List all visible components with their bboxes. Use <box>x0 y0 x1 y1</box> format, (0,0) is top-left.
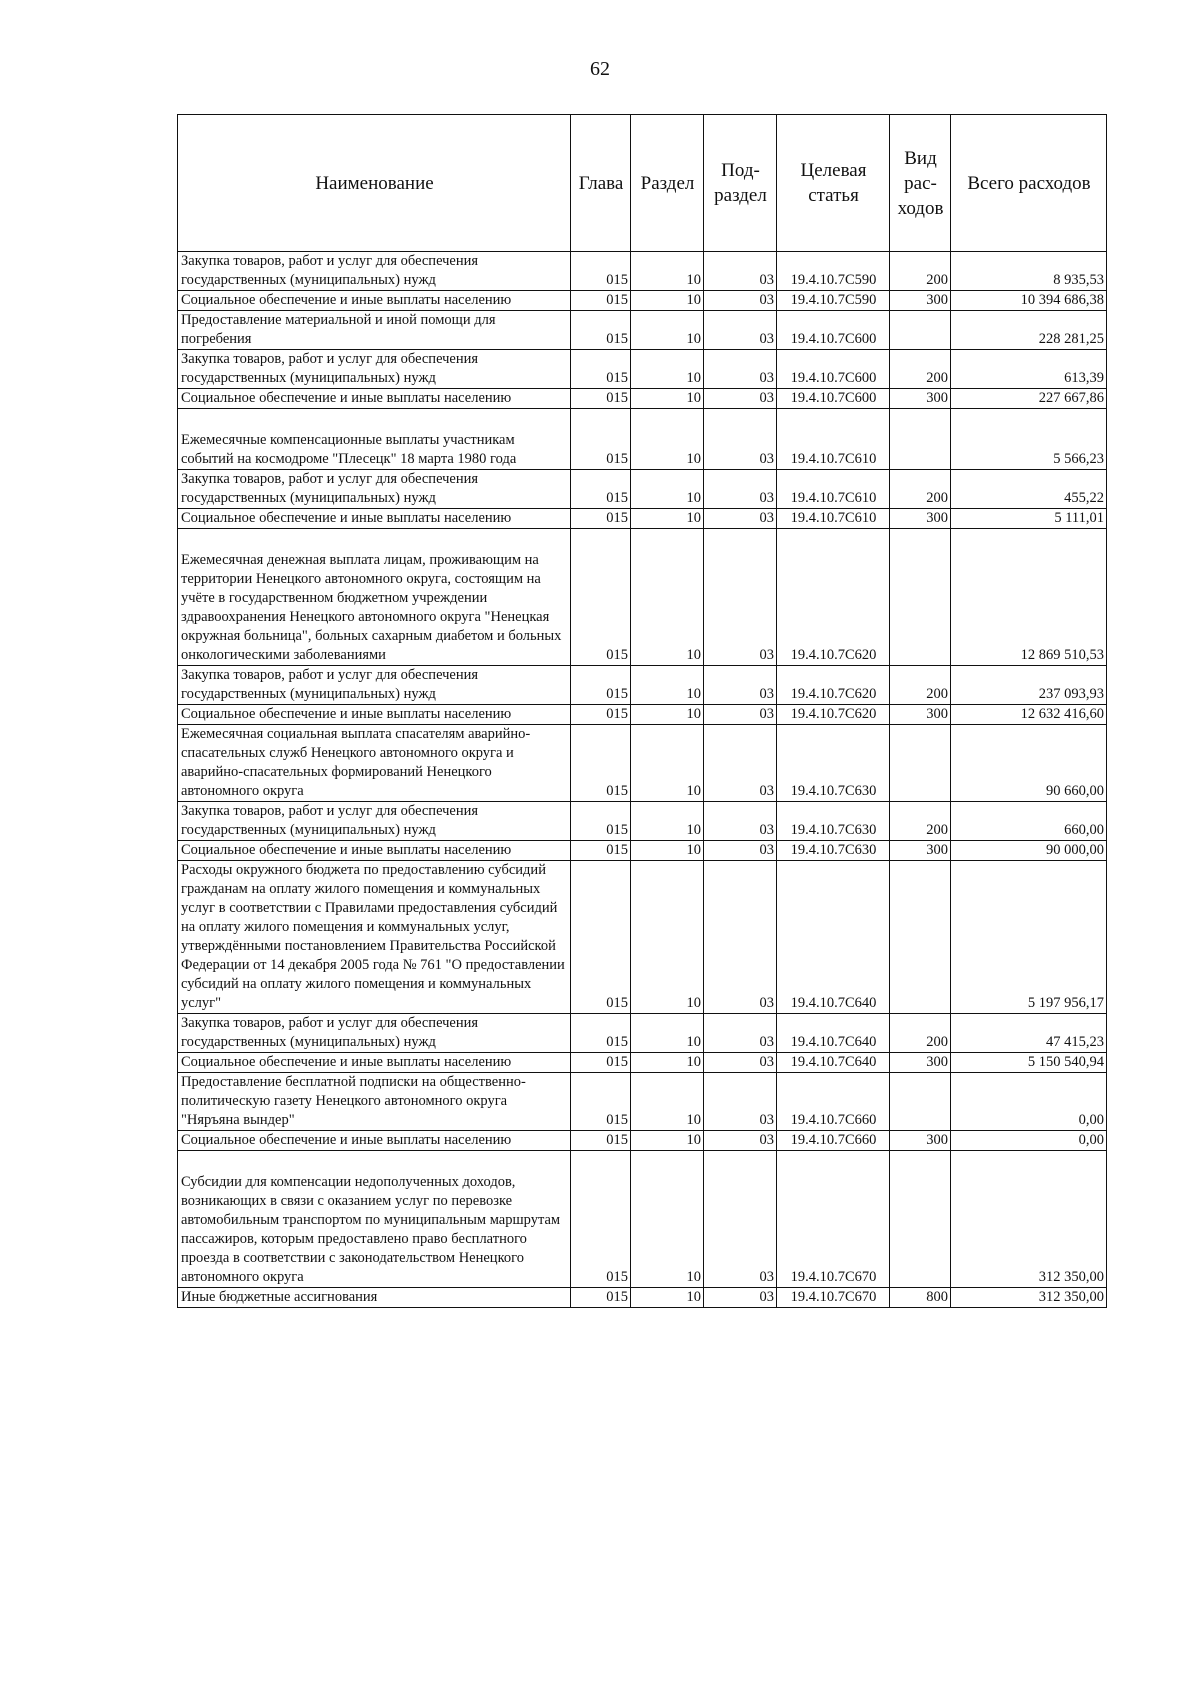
row-total: 227 667,86 <box>951 389 1107 409</box>
row-total: 312 350,00 <box>951 1288 1107 1308</box>
page-number: 62 <box>590 58 610 80</box>
row-celevaya-statya: 19.4.10.7С610 <box>777 409 890 470</box>
row-razdel: 10 <box>631 1131 704 1151</box>
row-glava: 015 <box>571 350 631 389</box>
row-razdel: 10 <box>631 802 704 841</box>
row-razdel: 10 <box>631 291 704 311</box>
row-celevaya-statya: 19.4.10.7С600 <box>777 350 890 389</box>
row-total: 455,22 <box>951 470 1107 509</box>
row-total: 90 660,00 <box>951 725 1107 802</box>
row-razdel: 10 <box>631 1014 704 1053</box>
row-glava: 015 <box>571 1131 631 1151</box>
row-name: Закупка товаров, работ и услуг для обеспечения государственных (муниципальных) нужд <box>178 470 571 509</box>
row-vid-rashodov: 300 <box>890 841 951 861</box>
header-podrazdel: Под- раздел <box>704 115 777 252</box>
row-celevaya-statya: 19.4.10.7С620 <box>777 666 890 705</box>
row-podrazdel: 03 <box>704 1053 777 1073</box>
row-glava: 015 <box>571 861 631 1014</box>
row-vid-rashodov <box>890 861 951 1014</box>
row-vid-rashodov <box>890 311 951 350</box>
table-header-row <box>178 115 1107 252</box>
row-vid-rashodov: 200 <box>890 666 951 705</box>
row-celevaya-statya: 19.4.10.7С640 <box>777 1014 890 1053</box>
row-glava: 015 <box>571 725 631 802</box>
row-razdel: 10 <box>631 1053 704 1073</box>
table-row <box>178 841 1107 861</box>
row-glava: 015 <box>571 1288 631 1308</box>
row-name: Социальное обеспечение и иные выплаты населению <box>178 1131 571 1151</box>
row-celevaya-statya: 19.4.10.7С640 <box>777 861 890 1014</box>
row-podrazdel: 03 <box>704 725 777 802</box>
row-total: 0,00 <box>951 1073 1107 1131</box>
row-glava: 015 <box>571 311 631 350</box>
row-vid-rashodov: 200 <box>890 1014 951 1053</box>
row-total: 237 093,93 <box>951 666 1107 705</box>
row-glava: 015 <box>571 291 631 311</box>
row-glava: 015 <box>571 705 631 725</box>
row-razdel: 10 <box>631 311 704 350</box>
row-glava: 015 <box>571 666 631 705</box>
row-celevaya-statya: 19.4.10.7С630 <box>777 841 890 861</box>
row-razdel: 10 <box>631 389 704 409</box>
row-razdel: 10 <box>631 350 704 389</box>
header-total: Всего расходов <box>951 115 1107 252</box>
row-name: Социальное обеспечение и иные выплаты населению <box>178 291 571 311</box>
row-name: Предоставление бесплатной подписки на общественно-политическую газету Ненецкого автономного округа "Няръяна вындер" <box>178 1073 571 1131</box>
budget-table <box>177 114 1107 1308</box>
table-row <box>178 470 1107 509</box>
row-podrazdel: 03 <box>704 470 777 509</box>
row-celevaya-statya: 19.4.10.7С660 <box>777 1131 890 1151</box>
row-razdel: 10 <box>631 409 704 470</box>
row-name: Закупка товаров, работ и услуг для обеспечения государственных (муниципальных) нужд <box>178 1014 571 1053</box>
row-razdel: 10 <box>631 529 704 666</box>
table-row <box>178 1131 1107 1151</box>
row-razdel: 10 <box>631 1073 704 1131</box>
row-name: Ежемесячная социальная выплата спасателям аварийно-спасательных служб Ненецкого автономного округа и аварийно-спасательных формирований Ненецкого автономного округа <box>178 725 571 802</box>
table-row <box>178 350 1107 389</box>
row-vid-rashodov <box>890 1151 951 1288</box>
row-total: 660,00 <box>951 802 1107 841</box>
row-podrazdel: 03 <box>704 705 777 725</box>
row-glava: 015 <box>571 1151 631 1288</box>
header-vid-rashodov: Вид рас- ходов <box>890 115 951 252</box>
row-vid-rashodov: 200 <box>890 252 951 291</box>
row-podrazdel: 03 <box>704 1014 777 1053</box>
table-row <box>178 666 1107 705</box>
row-vid-rashodov: 300 <box>890 705 951 725</box>
row-vid-rashodov: 200 <box>890 350 951 389</box>
row-razdel: 10 <box>631 861 704 1014</box>
row-name: Закупка товаров, работ и услуг для обеспечения государственных (муниципальных) нужд <box>178 666 571 705</box>
row-razdel: 10 <box>631 1288 704 1308</box>
row-podrazdel: 03 <box>704 1151 777 1288</box>
row-glava: 015 <box>571 1073 631 1131</box>
row-glava: 015 <box>571 841 631 861</box>
row-glava: 015 <box>571 1014 631 1053</box>
row-name: Ежемесячные компенсационные выплаты участникам событий на космодроме "Плесецк" 18 марта 1980 года <box>178 409 571 470</box>
row-vid-rashodov: 200 <box>890 802 951 841</box>
row-vid-rashodov: 300 <box>890 1131 951 1151</box>
row-podrazdel: 03 <box>704 529 777 666</box>
row-total: 12 632 416,60 <box>951 705 1107 725</box>
row-celevaya-statya: 19.4.10.7С620 <box>777 705 890 725</box>
table-row <box>178 861 1107 1014</box>
row-celevaya-statya: 19.4.10.7С660 <box>777 1073 890 1131</box>
row-vid-rashodov <box>890 725 951 802</box>
row-name: Социальное обеспечение и иные выплаты населению <box>178 389 571 409</box>
row-glava: 015 <box>571 409 631 470</box>
row-name: Предоставление материальной и иной помощи для погребения <box>178 311 571 350</box>
row-razdel: 10 <box>631 666 704 705</box>
row-glava: 015 <box>571 389 631 409</box>
row-podrazdel: 03 <box>704 389 777 409</box>
row-celevaya-statya: 19.4.10.7С670 <box>777 1151 890 1288</box>
row-podrazdel: 03 <box>704 252 777 291</box>
row-name: Социальное обеспечение и иные выплаты населению <box>178 1053 571 1073</box>
table-row <box>178 409 1107 470</box>
row-total: 90 000,00 <box>951 841 1107 861</box>
row-vid-rashodov: 800 <box>890 1288 951 1308</box>
row-celevaya-statya: 19.4.10.7С670 <box>777 1288 890 1308</box>
row-name: Социальное обеспечение и иные выплаты населению <box>178 841 571 861</box>
row-podrazdel: 03 <box>704 666 777 705</box>
row-celevaya-statya: 19.4.10.7С610 <box>777 509 890 529</box>
row-total: 5 566,23 <box>951 409 1107 470</box>
row-vid-rashodov: 200 <box>890 470 951 509</box>
row-vid-rashodov <box>890 1073 951 1131</box>
row-vid-rashodov <box>890 529 951 666</box>
row-podrazdel: 03 <box>704 1288 777 1308</box>
row-total: 10 394 686,38 <box>951 291 1107 311</box>
row-name: Закупка товаров, работ и услуг для обеспечения государственных (муниципальных) нужд <box>178 350 571 389</box>
row-name: Социальное обеспечение и иные выплаты населению <box>178 509 571 529</box>
row-glava: 015 <box>571 470 631 509</box>
row-razdel: 10 <box>631 252 704 291</box>
row-razdel: 10 <box>631 705 704 725</box>
row-razdel: 10 <box>631 470 704 509</box>
table-row <box>178 1073 1107 1131</box>
header-celevaya-statya: Целевая статья <box>777 115 890 252</box>
row-glava: 015 <box>571 1053 631 1073</box>
row-podrazdel: 03 <box>704 409 777 470</box>
row-glava: 015 <box>571 252 631 291</box>
row-podrazdel: 03 <box>704 841 777 861</box>
row-name: Иные бюджетные ассигнования <box>178 1288 571 1308</box>
row-total: 0,00 <box>951 1131 1107 1151</box>
row-name: Закупка товаров, работ и услуг для обеспечения государственных (муниципальных) нужд <box>178 252 571 291</box>
row-vid-rashodov: 300 <box>890 509 951 529</box>
row-total: 228 281,25 <box>951 311 1107 350</box>
row-name: Закупка товаров, работ и услуг для обеспечения государственных (муниципальных) нужд <box>178 802 571 841</box>
table-row <box>178 1288 1107 1308</box>
table-row <box>178 725 1107 802</box>
table-row <box>178 529 1107 666</box>
table-row <box>178 1151 1107 1288</box>
row-podrazdel: 03 <box>704 802 777 841</box>
table-row <box>178 1014 1107 1053</box>
row-vid-rashodov: 300 <box>890 389 951 409</box>
row-razdel: 10 <box>631 841 704 861</box>
table-row <box>178 252 1107 291</box>
row-celevaya-statya: 19.4.10.7С600 <box>777 311 890 350</box>
row-name: Ежемесячная денежная выплата лицам, проживающим на территории Ненецкого автономного округа, состоящим на учёте в государственном бюджетном учреждении здравоохранения Ненецкого автономного округа "Ненецкая окружная больница", больных сахарным диабетом и больных онкологическими заболеваниями <box>178 529 571 666</box>
row-celevaya-statya: 19.4.10.7С630 <box>777 802 890 841</box>
row-name: Расходы окружного бюджета по предоставлению субсидий гражданам на оплату жилого помещения и коммунальных услуг в соответствии с Правилами предоставления субсидий на оплату жилого помещения и коммунальных услуг, утверждёнными постановлением Правительства Российской Федерации от 14 декабря 2005 года № 761 "О предоставлении субсидий на оплату жилого помещения и коммунальных услуг" <box>178 861 571 1014</box>
row-glava: 015 <box>571 529 631 666</box>
row-name: Субсидии для компенсации недополученных доходов, возникающих в связи с оказанием услуг по перевозке автомобильным транспортом по муниципальным маршрутам пассажиров, которым предоставлено право бесплатного проезда в соответствии с законодательством Ненецкого автономного округа <box>178 1151 571 1288</box>
row-total: 47 415,23 <box>951 1014 1107 1053</box>
header-glava: Глава <box>571 115 631 252</box>
row-podrazdel: 03 <box>704 350 777 389</box>
table-row <box>178 389 1107 409</box>
table-row <box>178 705 1107 725</box>
table-row <box>178 1053 1107 1073</box>
row-total: 5 197 956,17 <box>951 861 1107 1014</box>
row-podrazdel: 03 <box>704 1073 777 1131</box>
row-celevaya-statya: 19.4.10.7С630 <box>777 725 890 802</box>
row-podrazdel: 03 <box>704 861 777 1014</box>
table-row <box>178 291 1107 311</box>
row-podrazdel: 03 <box>704 311 777 350</box>
row-total: 613,39 <box>951 350 1107 389</box>
row-razdel: 10 <box>631 725 704 802</box>
row-total: 312 350,00 <box>951 1151 1107 1288</box>
row-razdel: 10 <box>631 509 704 529</box>
row-celevaya-statya: 19.4.10.7С590 <box>777 252 890 291</box>
row-podrazdel: 03 <box>704 509 777 529</box>
row-podrazdel: 03 <box>704 291 777 311</box>
row-celevaya-statya: 19.4.10.7С600 <box>777 389 890 409</box>
row-razdel: 10 <box>631 1151 704 1288</box>
row-vid-rashodov <box>890 409 951 470</box>
row-podrazdel: 03 <box>704 1131 777 1151</box>
row-total: 5 111,01 <box>951 509 1107 529</box>
row-vid-rashodov: 300 <box>890 1053 951 1073</box>
header-name: Наименование <box>178 115 571 252</box>
table-row <box>178 802 1107 841</box>
table-row <box>178 509 1107 529</box>
row-celevaya-statya: 19.4.10.7С590 <box>777 291 890 311</box>
row-glava: 015 <box>571 802 631 841</box>
row-vid-rashodov: 300 <box>890 291 951 311</box>
row-total: 8 935,53 <box>951 252 1107 291</box>
row-celevaya-statya: 19.4.10.7С610 <box>777 470 890 509</box>
header-razdel: Раздел <box>631 115 704 252</box>
row-total: 12 869 510,53 <box>951 529 1107 666</box>
row-celevaya-statya: 19.4.10.7С620 <box>777 529 890 666</box>
table-row <box>178 311 1107 350</box>
row-name: Социальное обеспечение и иные выплаты населению <box>178 705 571 725</box>
row-celevaya-statya: 19.4.10.7С640 <box>777 1053 890 1073</box>
row-glava: 015 <box>571 509 631 529</box>
row-total: 5 150 540,94 <box>951 1053 1107 1073</box>
